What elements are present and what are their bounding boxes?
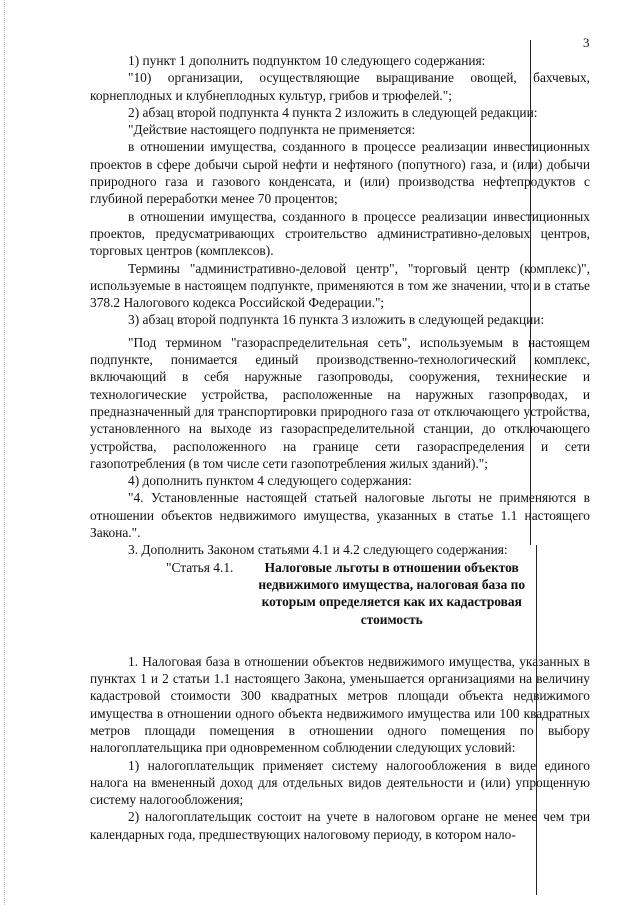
article-paragraph: 1. Налоговая база в отношении объектов недвижимого имущества, указанных в пунктах 1 и 2 статьи 1.1 настоящего Закона, уменьшается организациями на величину кадастровой стоимости 300 квадратных метров площади объекта недвижимого имущества в отношении одного объекта недвижимого имущества или 100 квадратных метров площади помещения в отношении одного помещения по выбору налогоплательщика при одновременном соблюдении следующих условий:	[90, 653, 590, 756]
paragraph: Термины "административно-деловой центр", "торговый центр (комплекс)", используемые в настоящем подпункте, применяются в том же значении, что и в статье 378.2 Налогового кодекса Российской Федерации.";	[90, 260, 590, 311]
page-number: 3	[583, 35, 590, 50]
paragraph: в отношении имущества, созданного в процессе реализации инвестиционных проектов, предусматривающих строительство административно-деловых центров, торговых центров (комплексов).	[90, 208, 590, 259]
paragraph: 1) пункт 1 дополнить подпунктом 10 следующего содержания:	[128, 53, 486, 68]
paragraph: "4. Установленные настоящей статьей налоговые льготы не применяются в отношении объектов недвижимого имущества, указанных в статье 1.1 настоящего Закона.".	[90, 490, 590, 541]
scan-edge-marks	[4, 0, 7, 905]
paragraph: "10) организации, осуществляющие выращивание овощей, бахчевых, корнеплодных и клубнеплодных культур, грибов и трюфелей.";	[90, 70, 590, 103]
paragraph: 3) абзац второй подпункта 16 пункта 3 изложить в следующей редакции:	[128, 312, 545, 328]
article-paragraph: 2) налогоплательщик состоит на учете в налоговом органе не менее чем три календарных года, предшествующих налоговому периоду, в котором нало-	[90, 809, 590, 842]
paragraph: 4) дополнить пунктом 4 следующего содержания:	[128, 473, 412, 489]
paragraph: 3. Дополнить Законом статьями 4.1 и 4.2 следующего содержания:	[128, 542, 508, 558]
document-body	[90, 52, 590, 843]
paragraph: в отношении имущества, созданного в процессе реализации инвестиционных проектов в сфере добычи сырой нефти и нефтяного (попутного) газа, и (или) добычи природного газа и газового конденсата, и (или) производства нефтепродуктов с глубиной переработки менее 70 процентов;	[90, 139, 590, 207]
paragraph: "Под термином "газораспределительная сеть", используемым в настоящем подпункте, понимается единый производственно-технологический комплекс, включающий в себя наружные газопроводы, сооружения, технические и технологические устройства, расположенные на наружных газопроводах, и предназначенный для транспортировки природного газа от отключающего устройства, установленного на выходе из газораспределительной станции, до отключающего устройства, расположенного на границе сети газораспределения и сети газопотребления (в том числе сети газопотребления жилых зданий).";	[90, 334, 590, 471]
article-title: Налоговые льготы в отношении объектов недвижимого имущества, налоговая база по которым определяется как их кадастровая стоимость	[258, 559, 526, 627]
article-paragraph: 1) налогоплательщик применяет систему налогообложения в виде единого налога на вмененный доход для отдельных видов деятельности и (или) упрощенную систему налогообложения;	[90, 757, 590, 808]
article-lead: "Статья 4.1.	[166, 559, 237, 575]
article-heading	[90, 559, 590, 628]
paragraph: 2) абзац второй подпункта 4 пункта 2 изложить в следующей редакции:	[128, 104, 538, 120]
paragraph: "Действие настоящего подпункта не применяется:	[128, 122, 416, 138]
